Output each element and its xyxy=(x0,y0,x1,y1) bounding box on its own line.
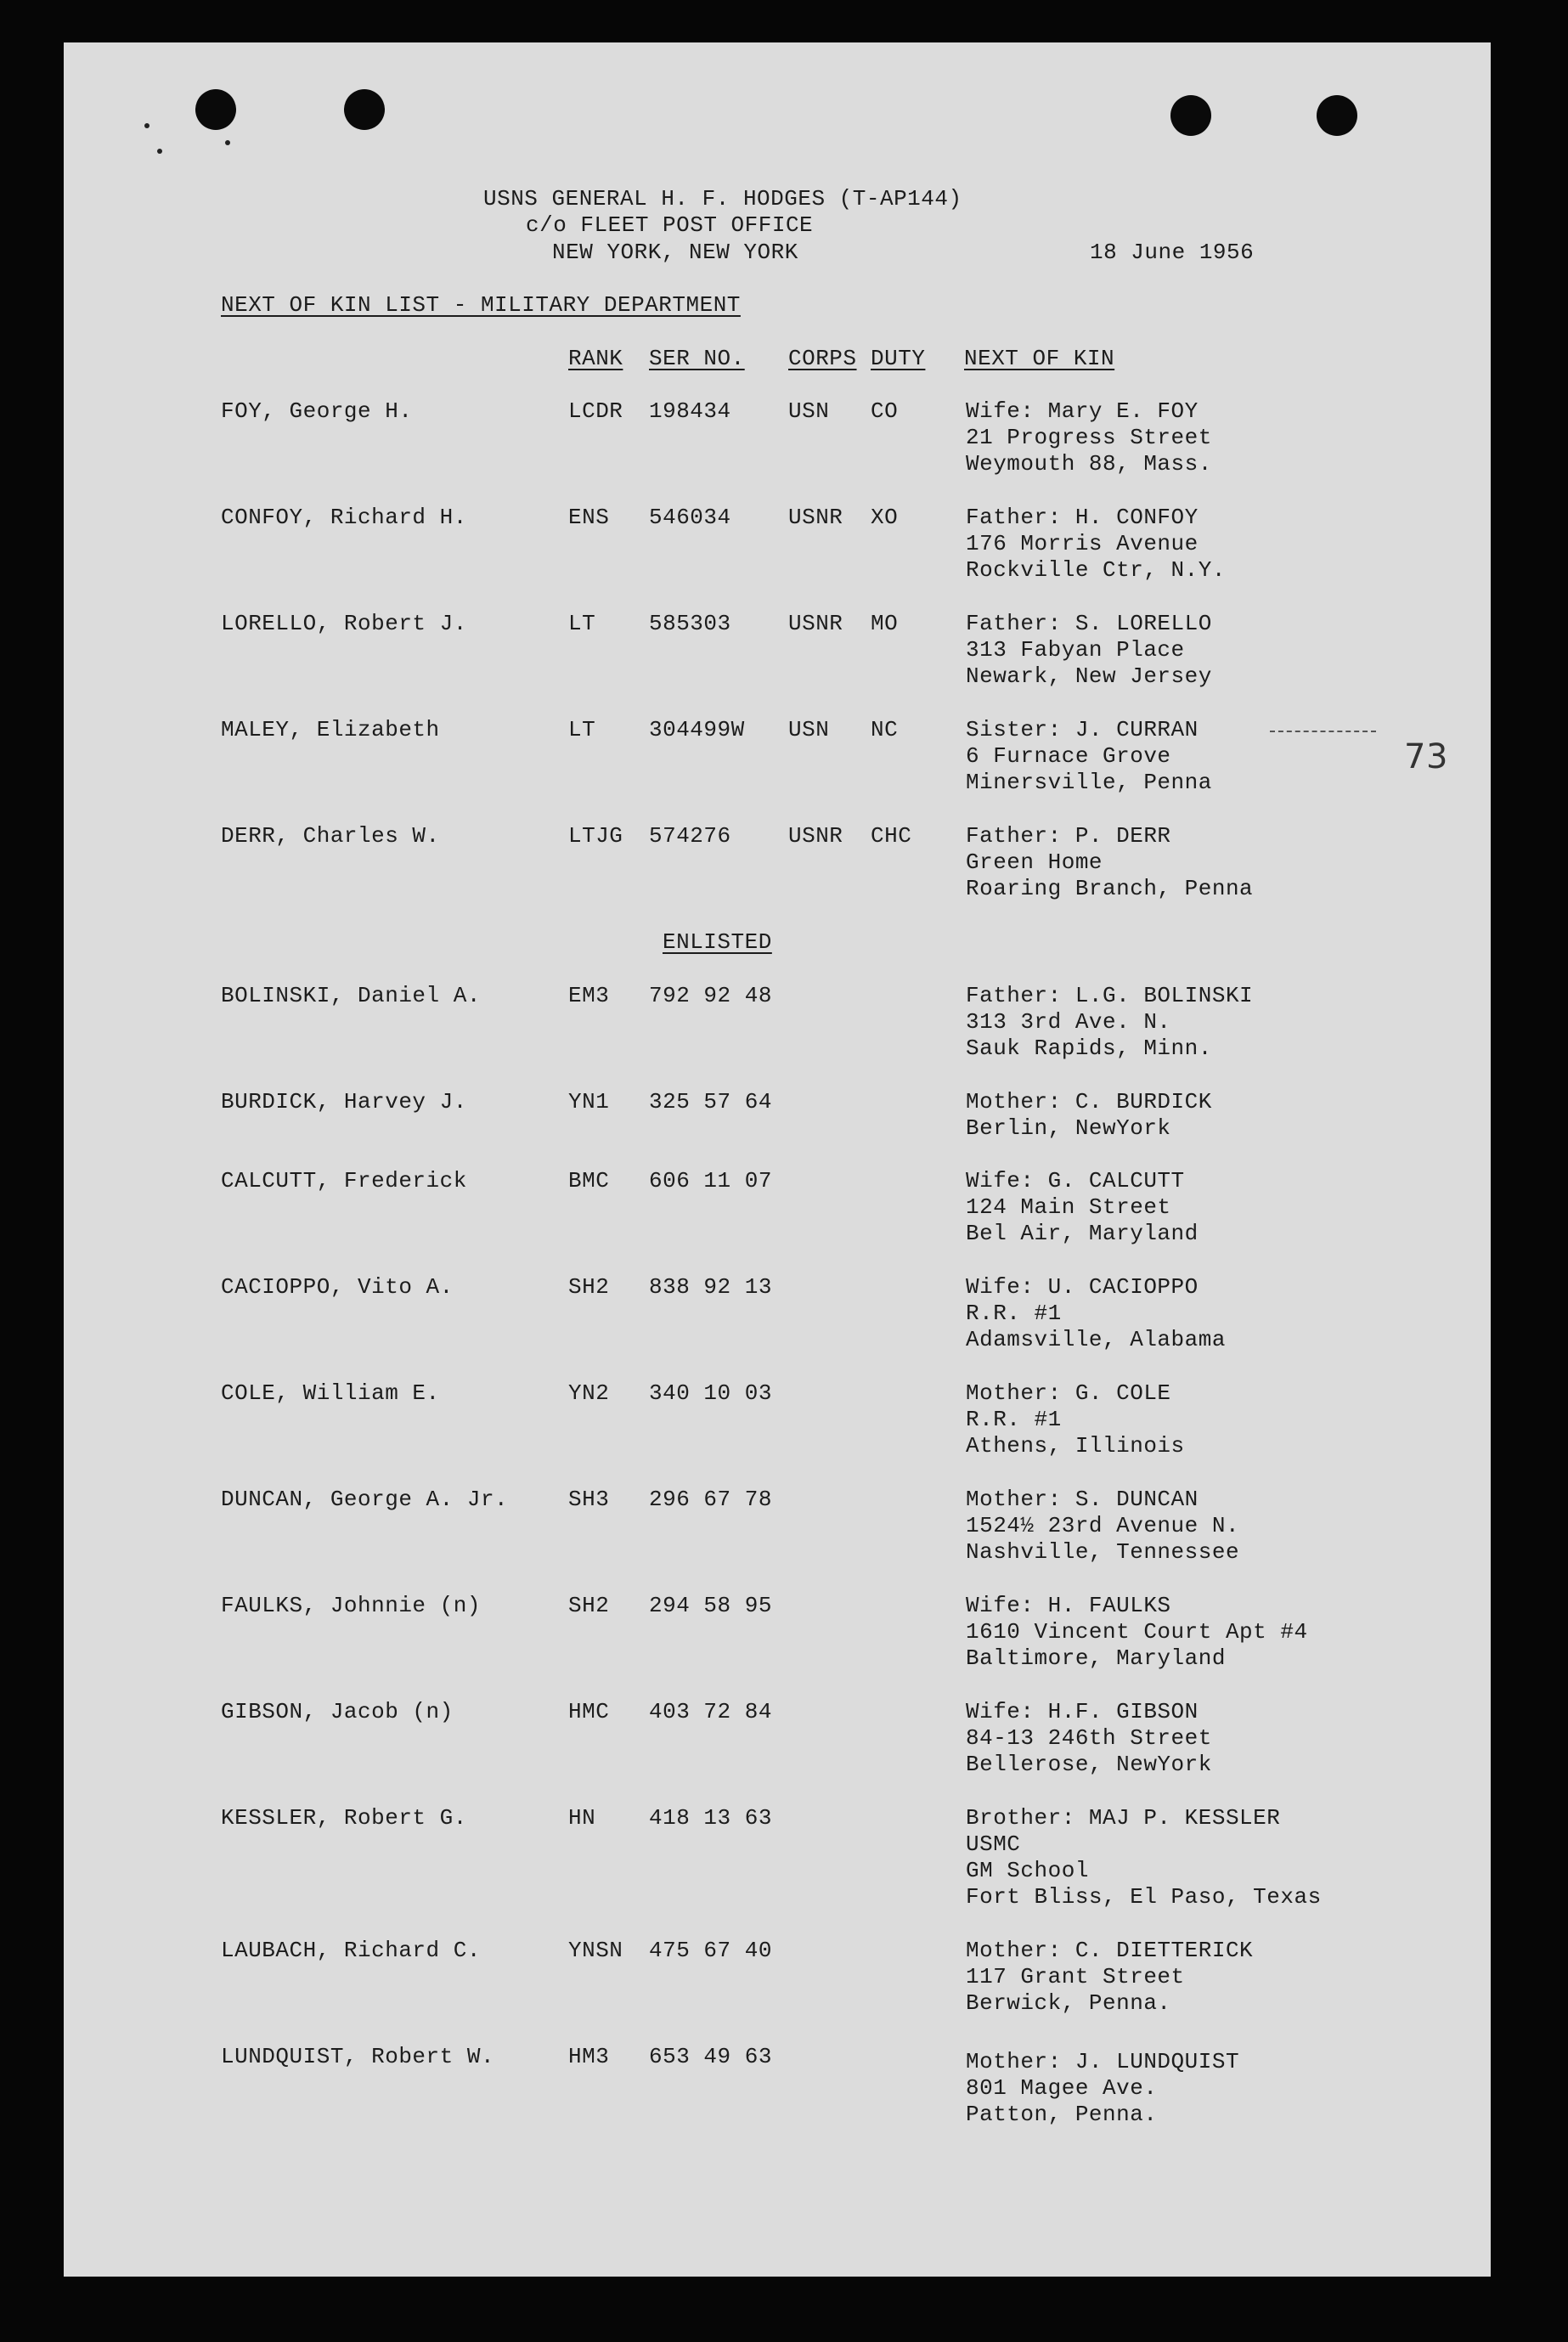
nok-line: Weymouth 88, Mass. xyxy=(966,451,1212,477)
duty: CHC xyxy=(871,823,912,849)
serno: 418 13 63 xyxy=(649,1805,772,1831)
list-title: NEXT OF KIN LIST - MILITARY DEPARTMENT xyxy=(221,292,741,318)
nok-line: Athens, Illinois xyxy=(966,1433,1185,1459)
serno: 585303 xyxy=(649,611,731,636)
name: CACIOPPO, Vito A. xyxy=(221,1274,454,1300)
nok-line: 84-13 246th Street xyxy=(966,1725,1212,1751)
col-next-of-kin: NEXT OF KIN xyxy=(964,346,1115,371)
nok-line: Rockville Ctr, N.Y. xyxy=(966,557,1226,583)
nok-line: USMC xyxy=(966,1831,1021,1857)
nok-line: 21 Progress Street xyxy=(966,425,1212,450)
corps: USN xyxy=(788,398,830,424)
serno: 304499W xyxy=(649,717,745,742)
serno: 198434 xyxy=(649,398,731,424)
nok-line: 313 3rd Ave. N. xyxy=(966,1009,1171,1035)
name: DERR, Charles W. xyxy=(221,823,440,849)
nok-line: GM School xyxy=(966,1858,1089,1883)
serno: 546034 xyxy=(649,505,731,530)
margin-note: 73 xyxy=(1404,737,1448,776)
nok-line: 313 Fabyan Place xyxy=(966,637,1185,663)
corps: USNR xyxy=(788,823,843,849)
name: GIBSON, Jacob (n) xyxy=(221,1699,454,1724)
rank: ENS xyxy=(568,505,610,530)
name: COLE, William E. xyxy=(221,1380,440,1406)
nok-line: 801 Magee Ave. xyxy=(966,2075,1158,2101)
nok-line: Wife: U. CACIOPPO xyxy=(966,1274,1199,1300)
col-corps: CORPS xyxy=(788,346,857,371)
name: LORELLO, Robert J. xyxy=(221,611,467,636)
nok-line: Father: S. LORELLO xyxy=(966,611,1212,636)
speck-mark xyxy=(225,140,230,145)
duty: XO xyxy=(871,505,899,530)
punch-hole xyxy=(344,89,385,130)
nok-line: Mother: G. COLE xyxy=(966,1380,1171,1406)
rank: LTJG xyxy=(568,823,623,849)
nok-line: Adamsville, Alabama xyxy=(966,1327,1226,1352)
corps: USNR xyxy=(788,505,843,530)
nok-line: Bellerose, NewYork xyxy=(966,1752,1212,1777)
serno: 340 10 03 xyxy=(649,1380,772,1406)
nok-line: Wife: H.F. GIBSON xyxy=(966,1699,1199,1724)
name: FAULKS, Johnnie (n) xyxy=(221,1593,481,1618)
nok-line: Wife: H. FAULKS xyxy=(966,1593,1171,1618)
rank: YN1 xyxy=(568,1089,610,1115)
nok-line: Wife: Mary E. FOY xyxy=(966,398,1199,424)
nok-line: Berwick, Penna. xyxy=(966,1990,1171,2016)
nok-line: Mother: J. LUNDQUIST xyxy=(966,2049,1240,2074)
nok-line: Bel Air, Maryland xyxy=(966,1221,1199,1246)
nok-line: R.R. #1 xyxy=(966,1407,1062,1432)
speck-mark xyxy=(157,149,162,154)
nok-line: Mother: C. DIETTERICK xyxy=(966,1938,1254,1963)
document-date: 18 June 1956 xyxy=(1090,240,1255,265)
col-rank: RANK xyxy=(568,346,623,371)
nok-line: Mother: C. BURDICK xyxy=(966,1089,1212,1115)
nok-line: Sister: J. CURRAN xyxy=(966,717,1199,742)
nok-line: Mother: S. DUNCAN xyxy=(966,1487,1199,1512)
city-line: NEW YORK, NEW YORK xyxy=(552,240,798,265)
nok-line: Newark, New Jersey xyxy=(966,663,1212,689)
rank: HMC xyxy=(568,1699,610,1724)
corps: USNR xyxy=(788,611,843,636)
nok-line: 1524½ 23rd Avenue N. xyxy=(966,1513,1240,1538)
rank: SH2 xyxy=(568,1274,610,1300)
duty: CO xyxy=(871,398,899,424)
rank: LCDR xyxy=(568,398,623,424)
name: BURDICK, Harvey J. xyxy=(221,1089,467,1115)
nok-line: Fort Bliss, El Paso, Texas xyxy=(966,1884,1322,1910)
serno: 653 49 63 xyxy=(649,2044,772,2069)
serno: 606 11 07 xyxy=(649,1168,772,1194)
nok-line: R.R. #1 xyxy=(966,1301,1062,1326)
name: CALCUTT, Frederick xyxy=(221,1168,467,1194)
nok-line: 117 Grant Street xyxy=(966,1964,1185,1989)
nok-line: Minersville, Penna xyxy=(966,770,1212,795)
rank: BMC xyxy=(568,1168,610,1194)
rank: EM3 xyxy=(568,983,610,1008)
nok-line: Sauk Rapids, Minn. xyxy=(966,1036,1212,1061)
nok-line: Brother: MAJ P. KESSLER xyxy=(966,1805,1281,1831)
serno: 296 67 78 xyxy=(649,1487,772,1512)
col-duty: DUTY xyxy=(871,346,926,371)
ship-name: USNS GENERAL H. F. HODGES (T-AP144) xyxy=(483,186,962,212)
name: LUNDQUIST, Robert W. xyxy=(221,2044,495,2069)
margin-dash xyxy=(1270,731,1376,732)
name: DUNCAN, George A. Jr. xyxy=(221,1487,509,1512)
rank: SH2 xyxy=(568,1593,610,1618)
rank: YN2 xyxy=(568,1380,610,1406)
serno: 792 92 48 xyxy=(649,983,772,1008)
nok-line: Berlin, NewYork xyxy=(966,1115,1171,1141)
serno: 403 72 84 xyxy=(649,1699,772,1724)
serno: 294 58 95 xyxy=(649,1593,772,1618)
rank: HM3 xyxy=(568,2044,610,2069)
name: LAUBACH, Richard C. xyxy=(221,1938,481,1963)
nok-line: 1610 Vincent Court Apt #4 xyxy=(966,1619,1308,1645)
nok-line: Roaring Branch, Penna xyxy=(966,876,1254,901)
nok-line: Father: H. CONFOY xyxy=(966,505,1199,530)
corps: USN xyxy=(788,717,830,742)
duty: NC xyxy=(871,717,899,742)
serno: 325 57 64 xyxy=(649,1089,772,1115)
name: MALEY, Elizabeth xyxy=(221,717,440,742)
nok-line: Patton, Penna. xyxy=(966,2102,1158,2127)
speck-mark xyxy=(144,123,149,128)
serno: 574276 xyxy=(649,823,731,849)
nok-line: Nashville, Tennessee xyxy=(966,1539,1240,1565)
nok-line: Green Home xyxy=(966,849,1103,875)
serno: 475 67 40 xyxy=(649,1938,772,1963)
nok-line: Father: P. DERR xyxy=(966,823,1171,849)
nok-line: Father: L.G. BOLINSKI xyxy=(966,983,1254,1008)
punch-hole xyxy=(195,89,236,130)
col-serno: SER NO. xyxy=(649,346,745,371)
fleet-post-office: c/o FLEET POST OFFICE xyxy=(526,212,814,238)
rank: SH3 xyxy=(568,1487,610,1512)
name: CONFOY, Richard H. xyxy=(221,505,467,530)
rank: LT xyxy=(568,611,596,636)
rank: HN xyxy=(568,1805,596,1831)
document-page xyxy=(64,42,1491,2277)
name: KESSLER, Robert G. xyxy=(221,1805,467,1831)
enlisted-heading: ENLISTED xyxy=(663,929,772,955)
duty: MO xyxy=(871,611,899,636)
nok-line: 6 Furnace Grove xyxy=(966,743,1171,769)
name: BOLINSKI, Daniel A. xyxy=(221,983,481,1008)
punch-hole xyxy=(1317,95,1357,136)
name: FOY, George H. xyxy=(221,398,413,424)
punch-hole xyxy=(1170,95,1211,136)
rank: YNSN xyxy=(568,1938,623,1963)
nok-line: 176 Morris Avenue xyxy=(966,531,1199,556)
nok-line: Wife: G. CALCUTT xyxy=(966,1168,1185,1194)
nok-line: 124 Main Street xyxy=(966,1194,1171,1220)
nok-line: Baltimore, Maryland xyxy=(966,1645,1226,1671)
serno: 838 92 13 xyxy=(649,1274,772,1300)
rank: LT xyxy=(568,717,596,742)
